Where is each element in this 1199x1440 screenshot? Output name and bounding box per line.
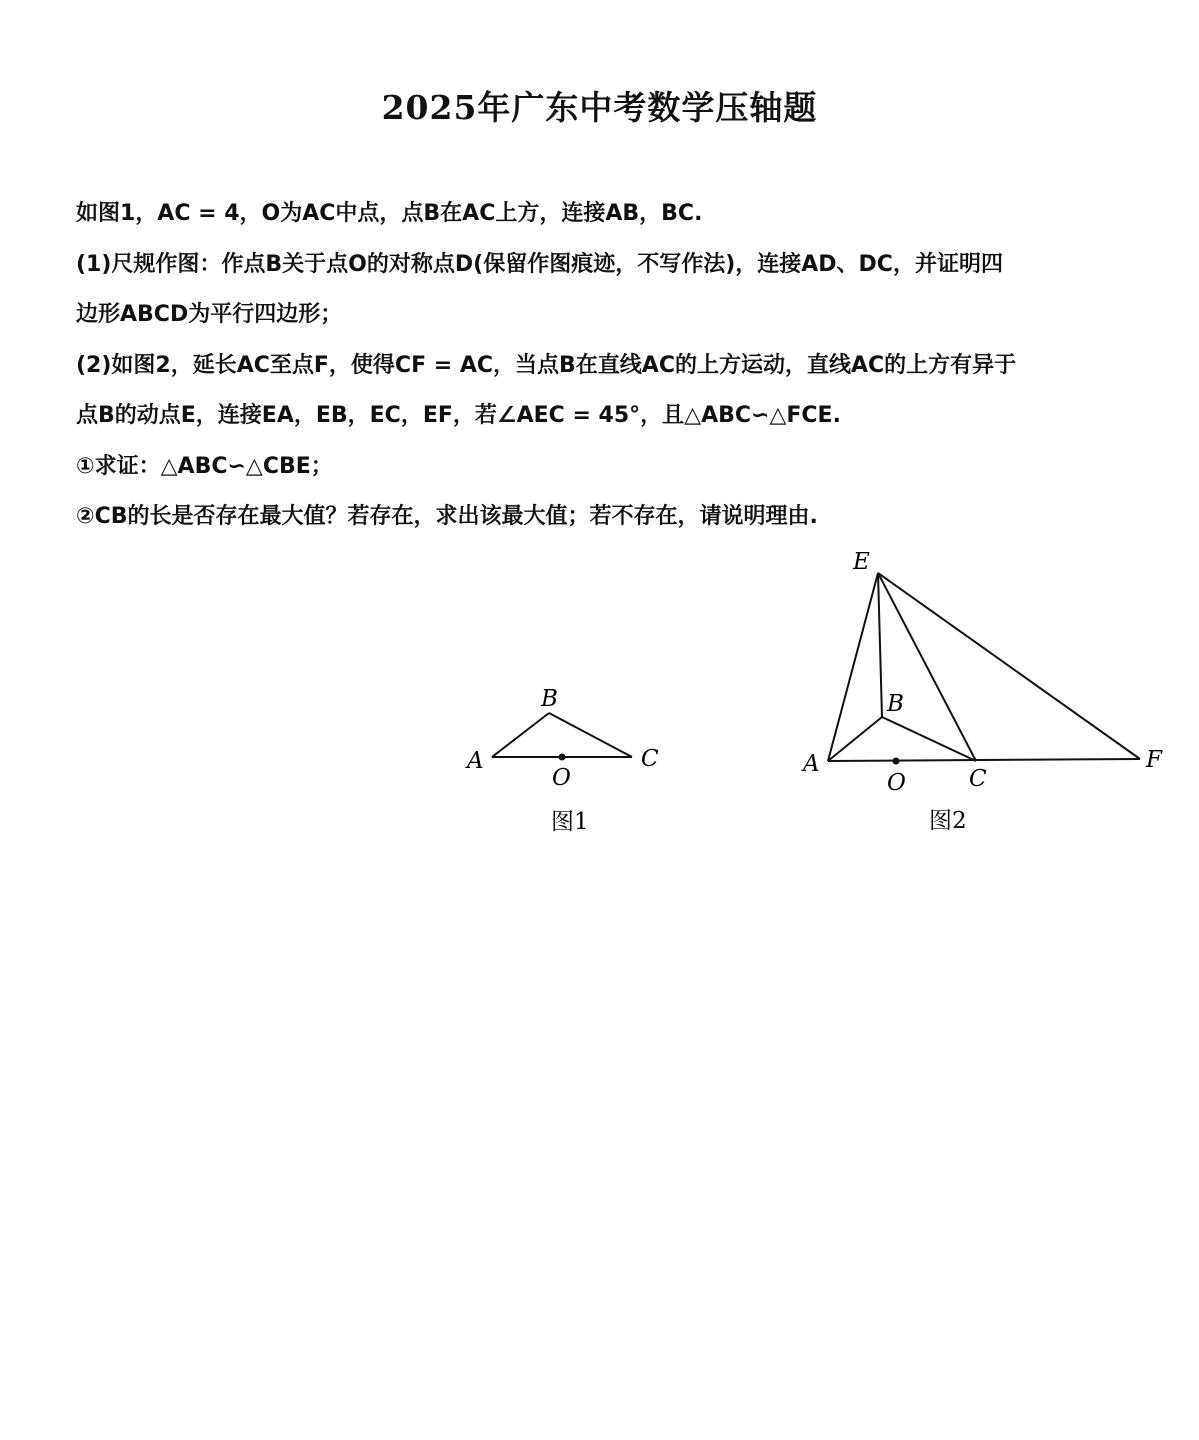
fig1-label-o: O [552, 765, 571, 791]
fig2-label-f: F [1146, 747, 1162, 773]
fig2-caption: 图2 [929, 808, 967, 834]
fig2-segment-ab [828, 717, 882, 761]
page-title: 2025年广东中考数学压轴题 [381, 88, 818, 127]
figure-2 [828, 573, 1140, 761]
fig2-label-e: E [853, 549, 870, 575]
fig1-label-c: C [641, 746, 659, 772]
fig2-label-c: C [969, 766, 987, 792]
part2-sub2: ②CB的长是否存在最大值？若存在，求出该最大值；若不存在，请说明理由. [76, 504, 818, 529]
part2-line2: 点B的动点E，连接EA，EB，EC，EF，若∠AEC = 45°，且△ABC∽△FCE. [76, 403, 841, 428]
figure-1 [492, 713, 632, 757]
part2-sub1: ①求证：△ABC∽△CBE； [76, 453, 333, 479]
fig1-point-o [559, 754, 566, 761]
fig1-label-a: A [467, 748, 484, 774]
part2-line1: (2)如图2，延长AC至点F，使得CF = AC，当点B在直线AC的上方运动，直线AC的上方有异于 [76, 352, 1017, 378]
fig2-label-o: O [887, 770, 906, 796]
fig2-segment-ec [878, 573, 976, 761]
fig2-label-a: A [803, 751, 820, 777]
fig2-segment-bc [882, 717, 976, 761]
fig2-segment-eb [878, 573, 882, 717]
fig2-segment-ea [828, 573, 878, 761]
fig2-label-b: B [887, 691, 904, 717]
fig1-label-b: B [541, 686, 558, 712]
problem-intro: 如图1，AC = 4，O为AC中点，点B在AC上方，连接AB，BC. [76, 201, 703, 226]
fig2-point-o [893, 758, 900, 765]
fig1-caption: 图1 [551, 809, 589, 835]
fig2-segment-ef [878, 573, 1140, 759]
fig1-segment-ab [492, 713, 549, 757]
part1-line1: (1)尺规作图：作点B关于点O的对称点D(保留作图痕迹，不写作法)，连接AD、DC，并证明四 [76, 251, 1003, 277]
fig2-segment-af [828, 759, 1140, 761]
part1-line2: 边形ABCD为平行四边形； [76, 302, 343, 327]
fig1-segment-bc [549, 713, 632, 757]
